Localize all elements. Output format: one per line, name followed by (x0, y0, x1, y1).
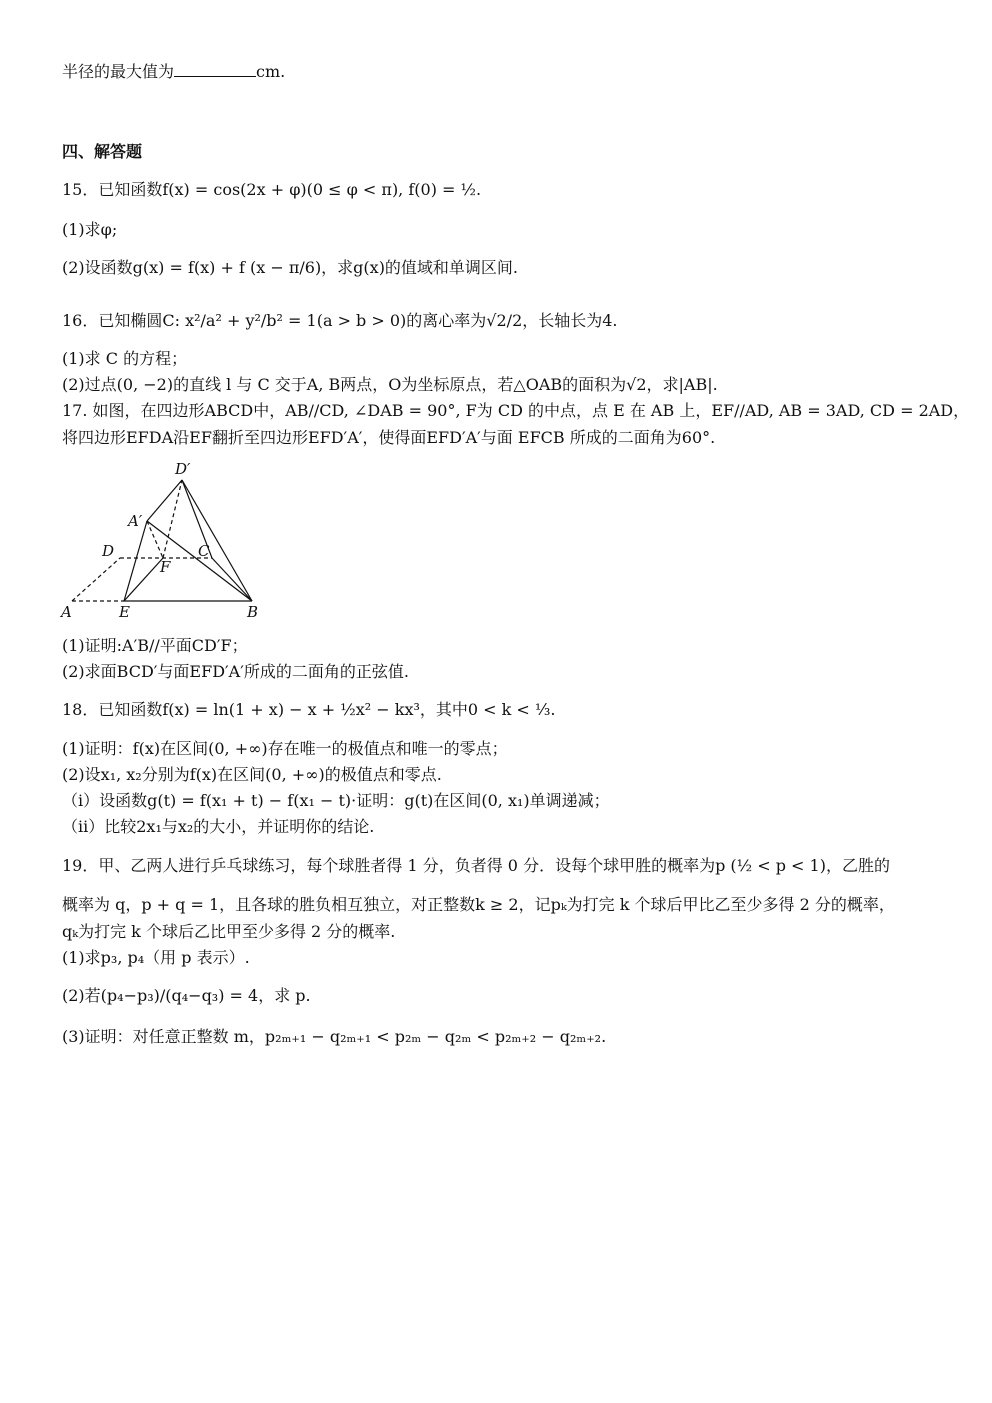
fill-in-text: 半径的最大值为 (62, 62, 175, 81)
answer-blank[interactable] (174, 62, 256, 77)
label-e: E (119, 603, 130, 621)
label-f: F (160, 558, 171, 576)
problem-19-part1: (1)求p₃, p₄（用 p 表示）. (62, 948, 250, 967)
label-a-prime: A′ (128, 512, 143, 530)
problem-18-part2: (2)设x₁, x₂分别为f(x)在区间(0, +∞)的极值点和零点. (62, 765, 442, 784)
section-title: 四、解答题 (62, 142, 143, 161)
problem-15-part2: (2)设函数g(x) = f(x) + f (x − π/6)，求g(x)的值域和单调区间. (62, 258, 519, 277)
problem-15-part1: (1)求φ; (62, 220, 118, 239)
problem-17-part2: (2)求面BCD′与面EFD′A′所成的二面角的正弦值. (62, 662, 409, 681)
problem-17-part1: (1)证明:A′B//平面CD′F； (62, 636, 248, 655)
problem-19-part3: (3)证明：对任意正整数 m，p₂ₘ₊₁ − q₂ₘ₊₁ < p₂ₘ − q₂ₘ < p₂ₘ₊₂ − q₂ₘ₊₂. (62, 1027, 607, 1046)
problem-16-part1: (1)求 C 的方程； (62, 349, 188, 368)
problem-19-part2: (2)若(p₄−p₃)/(q₄−q₃) = 4，求 p. (62, 986, 311, 1005)
label-d-prime: D′ (175, 460, 191, 478)
label-a: A (61, 603, 72, 621)
problem-17-stem-line1: 17. 如图，在四边形ABCD中，AB//CD, ∠DAB = 90°, F为 CD 的中点，点 E 在 AB 上，EF//AD, AB = 3AD, CD = 2AD， (62, 401, 970, 420)
problem-18-part2-ii: （ii）比较2x₁与x₂的大小，并证明你的结论. (62, 817, 375, 836)
problem-17-stem-line2: 将四边形EFDA沿EF翻折至四边形EFD′A′，使得面EFD′A′与面 EFCB 所成的二面角为60°. (62, 428, 716, 447)
label-d: D (102, 542, 115, 560)
problem-19-stem-line1: 19．甲、乙两人进行乒乓球练习，每个球胜者得 1 分，负者得 0 分．设每个球甲胜的概率为p (½ < p < 1)，乙胜的 (62, 856, 890, 875)
problem-16-stem: 16．已知椭圆C: x²/a² + y²/b² = 1(a > b > 0)的离心率为√2/2，长轴长为4. (62, 311, 618, 330)
label-b: B (247, 603, 259, 621)
problem-15-stem: 15．已知函数f(x) = cos(2x + φ)(0 ≤ φ < π), f(0) = ½. (62, 180, 482, 199)
fill-in-question-tail (62, 62, 285, 82)
problem-18-part1: (1)证明：f(x)在区间(0, +∞)存在唯一的极值点和唯一的零点； (62, 739, 508, 758)
problem-16-part2: (2)过点(0, −2)的直线 l 与 C 交于A, B两点，O为坐标原点，若△OAB的面积为√2，求|AB|. (62, 375, 718, 394)
fill-in-unit: cm. (256, 62, 286, 81)
problem-18-stem: 18．已知函数f(x) = ln(1 + x) − x + ½x² − kx³，其中0 < k < ⅓. (62, 700, 556, 719)
folded-quadrilateral-diagram (58, 458, 268, 626)
label-c: C (198, 542, 210, 560)
problem-19-stem-line3: qₖ为打完 k 个球后乙比甲至少多得 2 分的概率. (62, 922, 396, 941)
geometry-figure (58, 458, 268, 626)
problem-19-stem-line2: 概率为 q，p + q = 1，且各球的胜负相互独立，对正整数k ≥ 2，记pₖ为打完 k 个球后甲比乙至少多得 2 分的概率， (62, 895, 895, 914)
problem-18-part2-i: （i）设函数g(t) = f(x₁ + t) − f(x₁ − t)·证明：g(t)在区间(0, x₁)单调递减； (62, 791, 610, 810)
